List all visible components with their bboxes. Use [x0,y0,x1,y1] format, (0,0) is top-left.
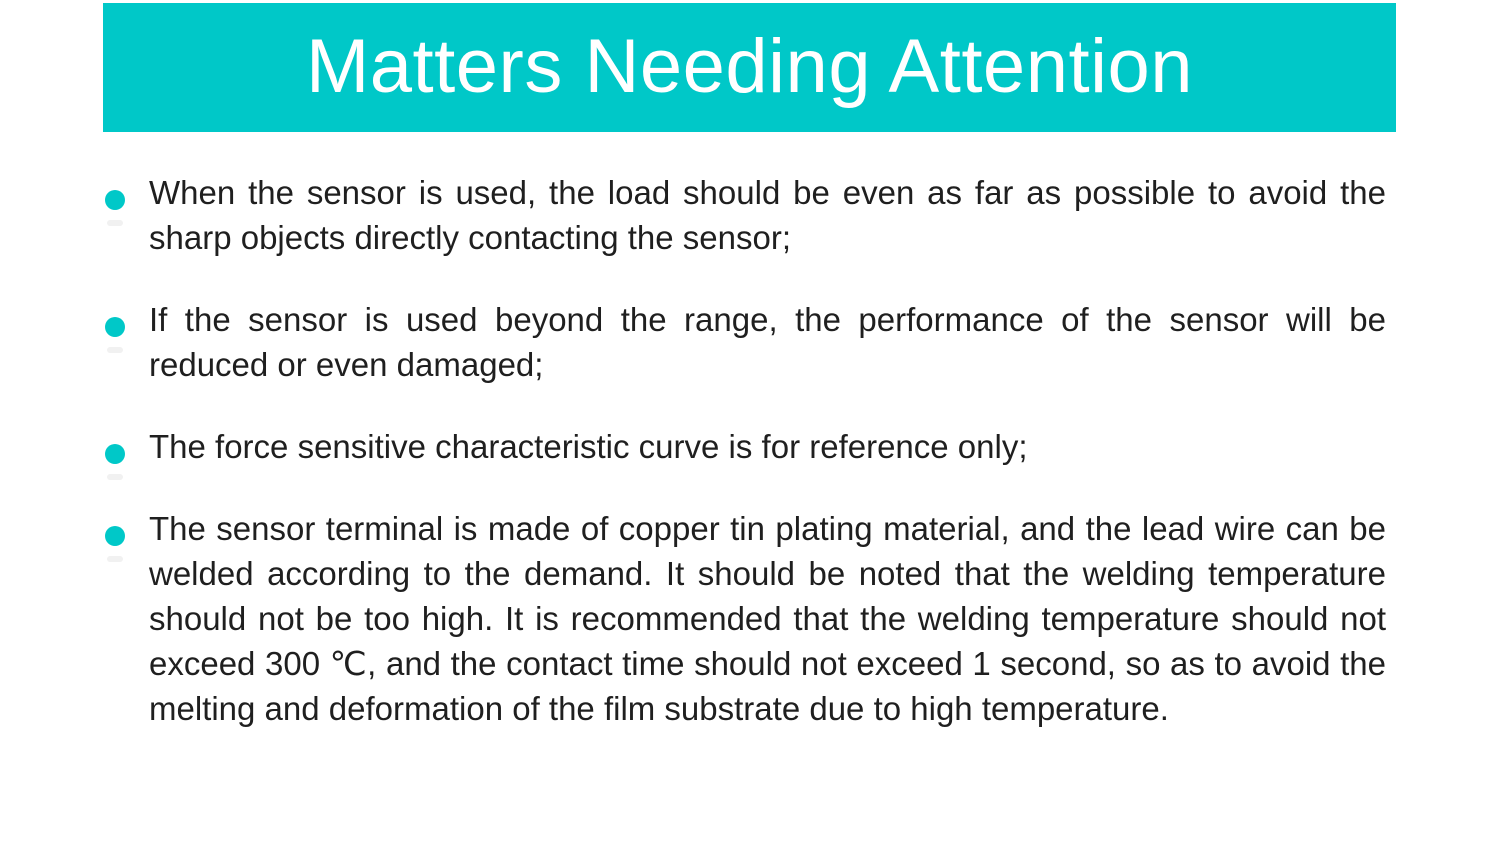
note-text: The sensor terminal is made of copper tin plating material, and the lead wire can be welded according to the demand. It should be noted that the welding temperature should not be too high. It is recommended that the welding temperature should not exceed 300 ℃, and the contact time should not exceed 1 second, so as to avoid the melting and deformation of the film substrate due to high temperature. [149,510,1386,727]
list-item [103,297,1386,387]
bullet-dot-icon [105,526,125,546]
bullet-dot-icon [105,317,125,337]
bullet-shadow-icon [107,347,123,353]
bullet-dot-icon [105,444,125,464]
page-title: Matters Needing Attention [305,23,1194,109]
note-text: The force sensitive characteristic curve is for reference only; [149,428,1028,465]
list-item [103,506,1386,731]
note-text: If the sensor is used beyond the range, the performance of the sensor will be reduced or even damaged; [149,301,1386,383]
list-item [103,424,1386,469]
list-item [103,170,1386,260]
notes-list [103,170,1386,731]
bullet-dot-icon [105,190,125,210]
note-text: When the sensor is used, the load should be even as far as possible to avoid the sharp objects directly contacting the sensor; [149,174,1386,256]
title-banner [103,3,1396,132]
bullet-shadow-icon [107,220,123,226]
bullet-shadow-icon [107,556,123,562]
bullet-shadow-icon [107,474,123,480]
